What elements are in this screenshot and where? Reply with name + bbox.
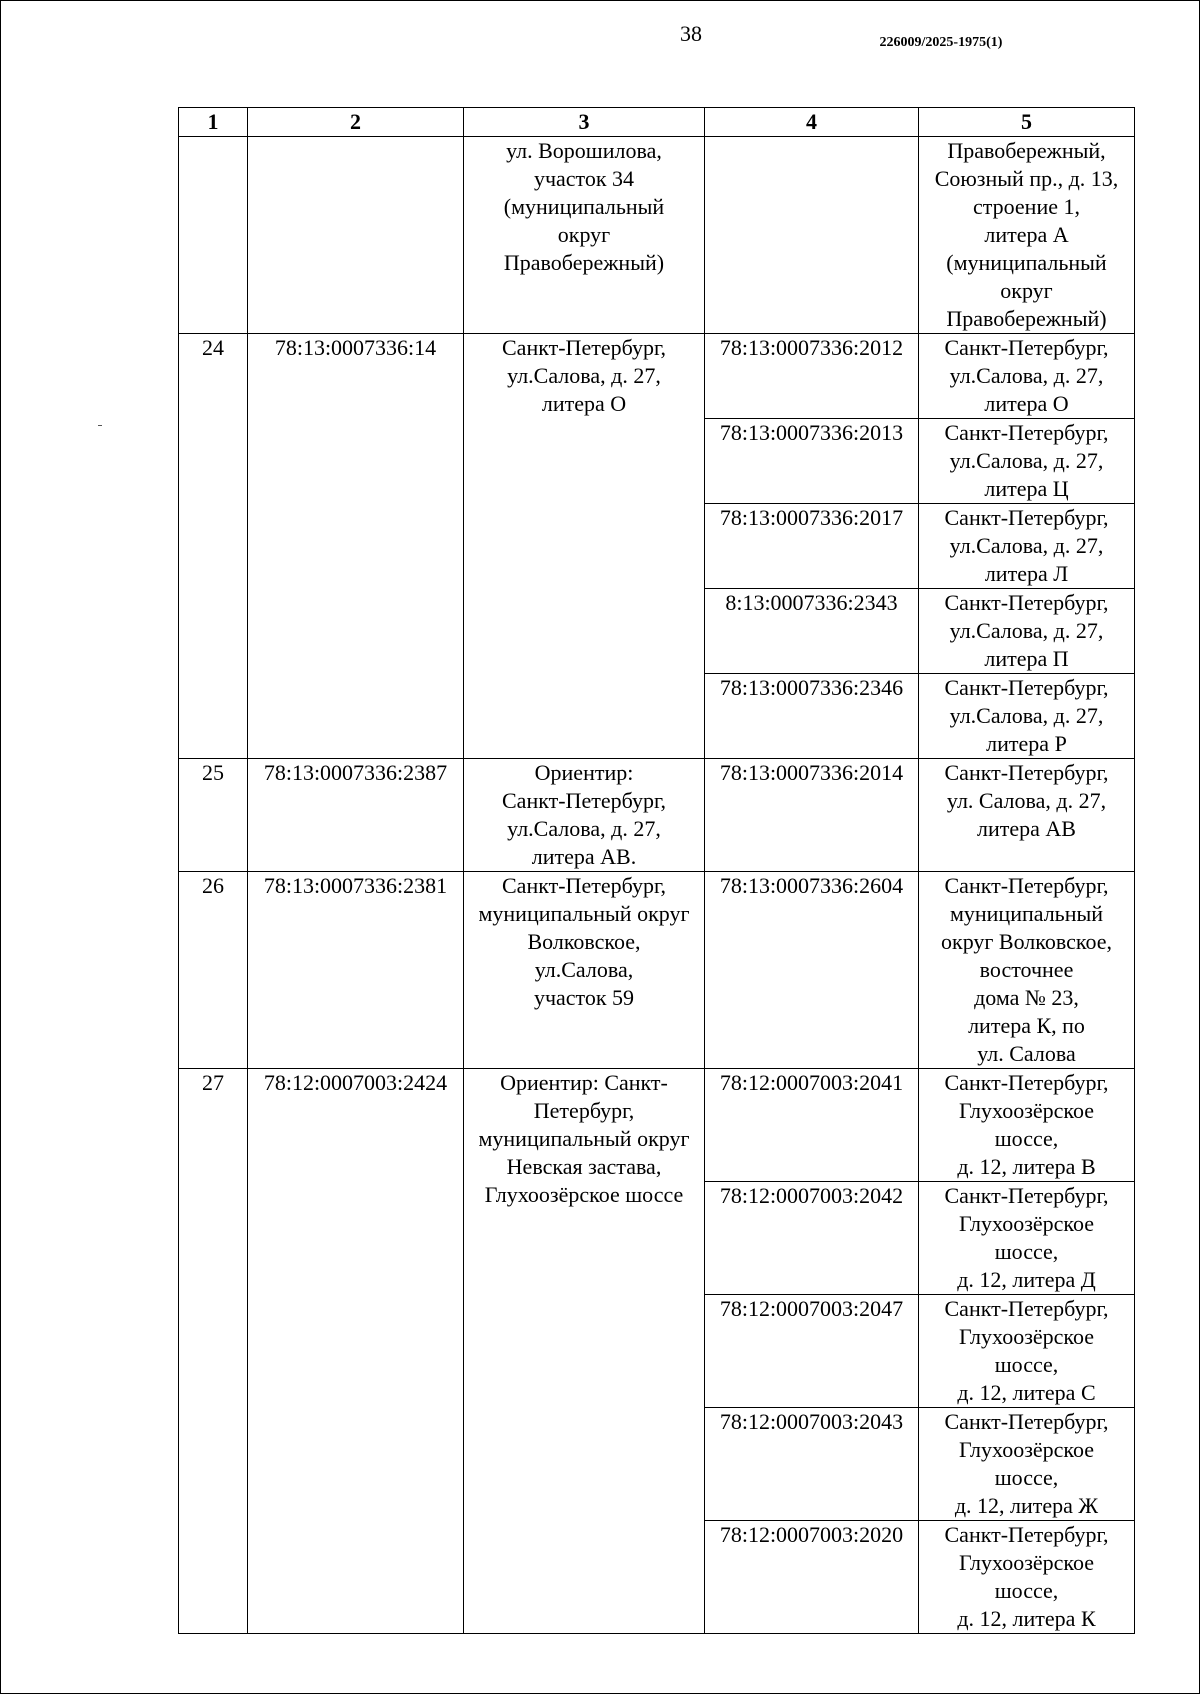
location-cell: Санкт-Петербург, муниципальный округ Волковское, ул.Салова, участок 59 [464, 872, 705, 1069]
header-row [179, 108, 1135, 137]
address-cell: Санкт-Петербург, ул. Салова, д. 27, литера АВ [919, 759, 1135, 872]
cadastre-cell: 78:12:0007003:2043 [705, 1408, 919, 1521]
cadastre-cell: 78:12:0007003:2020 [705, 1521, 919, 1634]
document-code: 226009/2025-1975(1) [879, 35, 1003, 50]
cadastre-cell: 78:13:0007336:2013 [705, 419, 919, 504]
row-number-cell: 27 [179, 1069, 248, 1634]
address-cell: Санкт-Петербург, Глухоозёрское шоссе, д. 12, литера Д [919, 1182, 1135, 1295]
parcel-cell: 78:13:0007336:2381 [248, 872, 464, 1069]
table-row [179, 1069, 1135, 1182]
parcel-cell [248, 137, 464, 334]
address-cell: Санкт-Петербург, ул.Салова, д. 27, литера Ц [919, 419, 1135, 504]
address-cell: Санкт-Петербург, Глухоозёрское шоссе, д. 12, литера К [919, 1521, 1135, 1634]
address-cell: Правобережный, Союзный пр., д. 13, строение 1, литера А (муниципальный округ Правобережный) [919, 137, 1135, 334]
cadastre-cell: 78:13:0007336:2017 [705, 504, 919, 589]
address-cell: Санкт-Петербург, ул.Салова, д. 27, литера Р [919, 674, 1135, 759]
cadastre-cell: 78:13:0007336:2346 [705, 674, 919, 759]
column-header: 5 [919, 108, 1135, 137]
address-cell: Санкт-Петербург, муниципальный округ Волковское, восточнее дома № 23, литера К, по ул. Салова [919, 872, 1135, 1069]
cadastre-cell: 78:12:0007003:2042 [705, 1182, 919, 1295]
column-header: 1 [179, 108, 248, 137]
table-row [179, 334, 1135, 419]
location-cell: Ориентир: Санкт-Петербург, ул.Салова, д. 27, литера АВ. [464, 759, 705, 872]
scan-mark [98, 425, 102, 426]
address-cell: Санкт-Петербург, Глухоозёрское шоссе, д. 12, литера С [919, 1295, 1135, 1408]
cadastre-cell: 78:13:0007336:2012 [705, 334, 919, 419]
cadastre-cell: 78:13:0007336:2014 [705, 759, 919, 872]
row-number-cell [179, 137, 248, 334]
column-header: 4 [705, 108, 919, 137]
table-row [179, 759, 1135, 872]
parcel-cell: 78:13:0007336:14 [248, 334, 464, 759]
cadastre-cell: 8:13:0007336:2343 [705, 589, 919, 674]
page-number: 38 [680, 21, 702, 46]
row-number-cell: 25 [179, 759, 248, 872]
cadastre-cell: 78:12:0007003:2047 [705, 1295, 919, 1408]
column-header: 3 [464, 108, 705, 137]
address-cell: Санкт-Петербург, ул.Салова, д. 27, литера П [919, 589, 1135, 674]
row-number-cell: 24 [179, 334, 248, 759]
location-cell: Ориентир: Санкт- Петербург, муниципальный округ Невская застава, Глухоозёрское шоссе [464, 1069, 705, 1634]
location-cell: ул. Ворошилова, участок 34 (муниципальный округ Правобережный) [464, 137, 705, 334]
continued-row [179, 137, 1135, 334]
registry-table [178, 107, 1135, 1634]
address-cell: Санкт-Петербург, ул.Салова, д. 27, литера Л [919, 504, 1135, 589]
table-row [179, 872, 1135, 1069]
address-cell: Санкт-Петербург, Глухоозёрское шоссе, д. 12, литера В [919, 1069, 1135, 1182]
cadastre-cell: 78:12:0007003:2041 [705, 1069, 919, 1182]
column-header: 2 [248, 108, 464, 137]
location-cell: Санкт-Петербург, ул.Салова, д. 27, литера О [464, 334, 705, 759]
cadastre-cell [705, 137, 919, 334]
address-cell: Санкт-Петербург, Глухоозёрское шоссе, д. 12, литера Ж [919, 1408, 1135, 1521]
address-cell: Санкт-Петербург, ул.Салова, д. 27, литера О [919, 334, 1135, 419]
parcel-cell: 78:13:0007336:2387 [248, 759, 464, 872]
cadastre-cell: 78:13:0007336:2604 [705, 872, 919, 1069]
row-number-cell: 26 [179, 872, 248, 1069]
parcel-cell: 78:12:0007003:2424 [248, 1069, 464, 1634]
